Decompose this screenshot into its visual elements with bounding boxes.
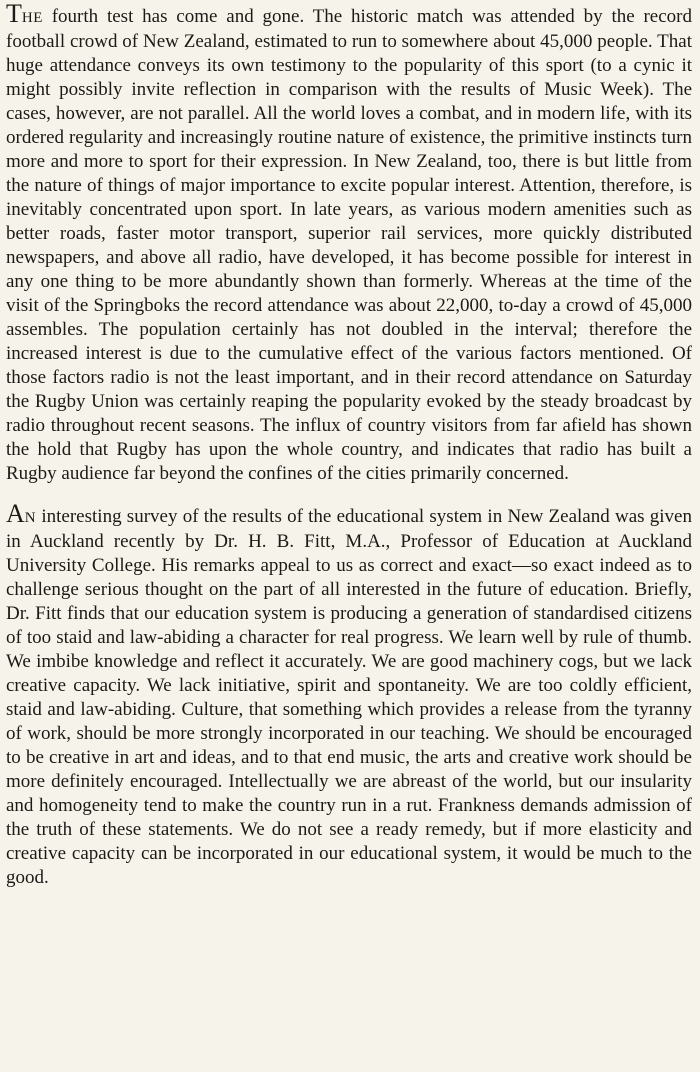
- lead-in-text: HE: [21, 10, 43, 26]
- paragraph-fourth-test: [6, 0, 692, 486]
- drop-cap-initial: T: [6, 0, 22, 28]
- drop-cap-initial: A: [6, 499, 25, 528]
- paragraph-body: fourth test has come and gone. The historic match was attended by the record football crowd of New Zealand, estimated to run to somewhere about 45,000 people. That huge attendance conveys its own testimony to the popularity of this sport (to a cynic it might possibly invite reflection in comparison with the results of Music Week). The cases, however, are not parallel. All the world loves a combat, and in modern life, with its ordered regularity and increasingly routine nature of existence, the primitive instincts turn more and more to sport for their expression. In New Zealand, too, there is but little from the nature of things of major importance to excite popular interest. Attention, therefore, is inevitably concentrated upon sport. In late years, as various modern amenities such as better roads, faster motor transport, superior rail services, more quickly distributed newspapers, and above all radio, have developed, it has become possible for interest in any one thing to be more abundantly shown than formerly. Whereas at the time of the visit of the Springboks the record attendance was about 22,000, to-day a crowd of 45,000 assembles. The population certainly has not doubled in the interval; therefore the increased interest is due to the cumulative effect of the various factors mentioned. Of those factors radio is not the least important, and in their record attendance on Saturday the Rugby Union was certainly reaping the popularity evoked by the steady broadcast by radio throughout recent seasons. The influx of country visitors from far afield has shown the hold that Rugby has upon the whole country, and indicates that radio has built a Rugby audience far beyond the confines of the cities primarily concerned.: [6, 6, 692, 484]
- lead-in-text: N: [24, 510, 37, 526]
- paragraph-education-survey: [6, 499, 692, 890]
- paragraph-body: interesting survey of the results of the educational system in New Zealand was given in Auckland recently by Dr. H. B. Fitt, M.A., Professor of Education at Auckland University College. His remarks appeal to us as correct and exact—so exact indeed as to challenge serious thought on the part of all interested in the future of education. Briefly, Dr. Fitt finds that our education system is producing a generation of standardised citizens of too staid and law-abiding a character for real progress. We learn well by rule of thumb. We imbibe knowledge and reflect it accurately. We are good machinery cogs, but we lack creative capacity. We lack initiative, spirit and spontaneity. We are too coldly efficient, staid and law-abiding. Culture, that something which provides a release from the tyranny of work, should be more strongly incorporated in our teaching. We should be encouraged to be creative in art and ideas, and to that end music, the arts and creative work should be more definitely encouraged. Intellectually we are abreast of the world, but our insularity and homogeneity tend to make the country run in a rut. Frankness demands admission of the truth of these statements. We do not see a ready remedy, but if more elasticity and creative capacity can be incorporated in our educational system, it would be much to the good.: [6, 506, 692, 888]
